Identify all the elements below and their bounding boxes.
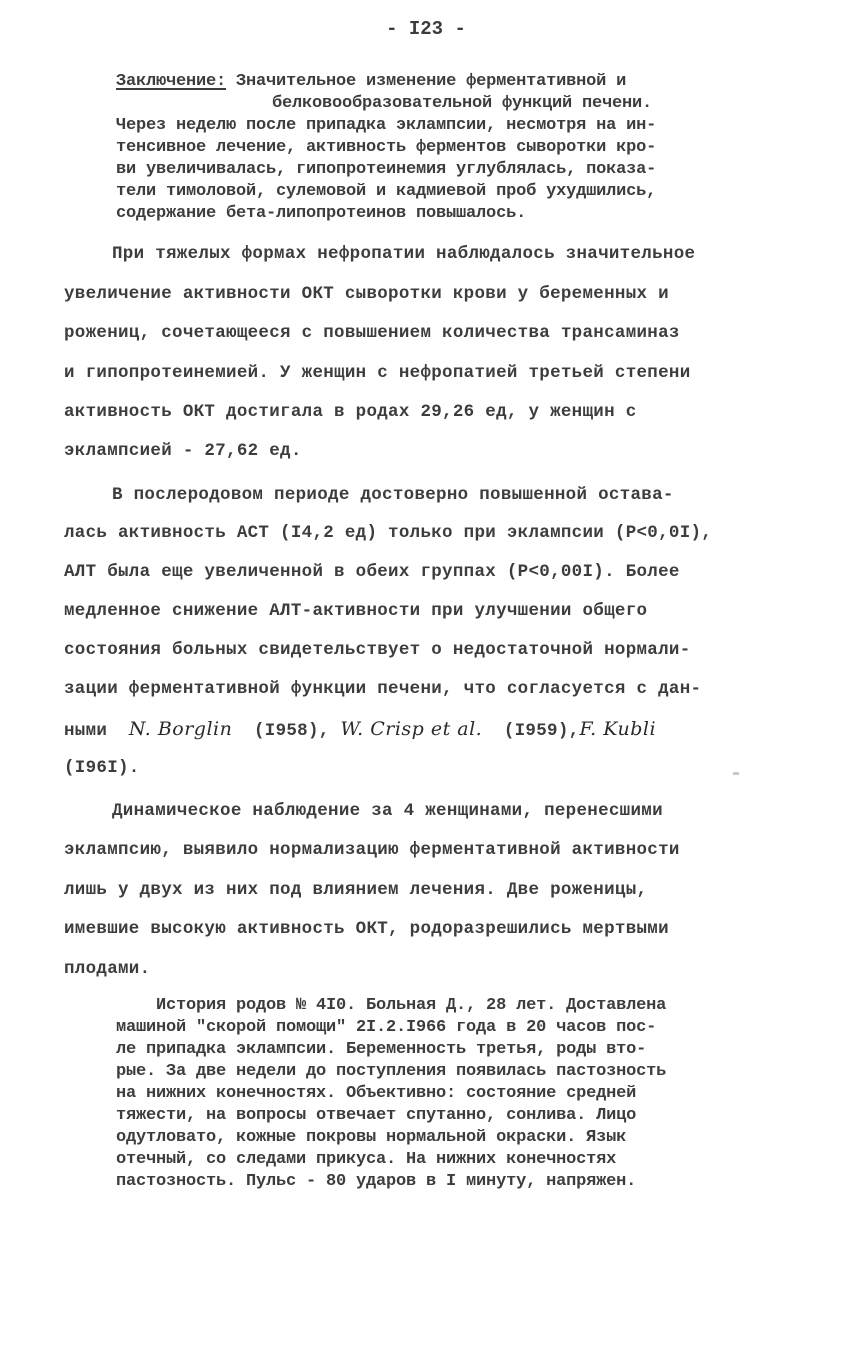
conclusion-line-5: ви увеличивалась, гипопротеинемия углублялась, показа- <box>116 160 657 179</box>
case-line-3: ле припадка эклампсии. Беременность третья, роды вто- <box>116 1040 647 1059</box>
case-line-7: одутловато, кожные покровы нормальной окраски. Язык <box>116 1128 627 1147</box>
conclusion-label: Заключение: <box>116 72 227 91</box>
p3-line-2: эклампсию, выявило нормализацию ферментативной активности <box>64 840 680 860</box>
ref-borglin: N. Borglin <box>128 718 233 740</box>
p2-line-3: АЛТ была еще увеличенной в обеих группах (Р<0,00I). Более <box>64 562 680 582</box>
p1-line-5: активность ОКТ достигала в родах 29,26 ед, у женщин с <box>64 402 637 422</box>
p2-line-6: зации ферментативной функции печени, что согласуется с дан- <box>64 679 702 699</box>
conclusion-line-3: Через неделю после припадка эклампсии, несмотря на ин- <box>116 116 657 135</box>
page-number: - I23 - <box>386 18 466 40</box>
p3-line-3: лишь у двух из них под влиянием лечения. Две роженицы, <box>64 880 648 900</box>
p2-line-1: В послеродовом периоде достоверно повышенной остава- <box>112 485 674 505</box>
case-line-4: рые. За две недели до поступления появилась пастозность <box>116 1062 667 1081</box>
conclusion-text-1: Значительное изменение ферментативной и <box>226 72 627 91</box>
conclusion-line-2: белковообразовательной функций печени. <box>272 94 653 113</box>
p2-refs-line <box>64 718 656 741</box>
scan-speck <box>733 772 739 775</box>
p1-line-3: рожениц, сочетающееся с повышением количества трансаминаз <box>64 323 680 343</box>
ref-borglin-year: (I958), <box>253 721 330 741</box>
p3-line-1: Динамическое наблюдение за 4 женщинами, перенесшими <box>112 801 663 821</box>
case-line-1: История родов № 4I0. Больная Д., 28 лет. Доставлена <box>116 996 667 1015</box>
conclusion-line-1 <box>116 72 626 91</box>
p3-line-4: имевшие высокую активность ОКТ, родоразрешились мертвыми <box>64 919 669 939</box>
case-line-9: пастозность. Пульс - 80 ударов в I минуту, напряжен. <box>116 1172 637 1191</box>
ref-kubli: F. Kubli <box>579 718 657 740</box>
p3-line-5: плодами. <box>64 959 151 979</box>
p2-line-5: состояния больных свидетельствует о недостаточной нормали- <box>64 640 691 660</box>
p1-line-2: увеличение активности ОКТ сыворотки крови у беременных и <box>64 284 669 304</box>
ref-crisp: W. Crisp et al. <box>340 718 483 740</box>
refs-prefix: ными <box>64 721 108 741</box>
p2-line-4: медленное снижение АЛТ-активности при улучшении общего <box>64 601 648 621</box>
conclusion-line-6: тели тимоловой, сулемовой и кадмиевой проб ухудшились, <box>116 182 657 201</box>
p2-last-line: (I96I). <box>64 758 140 778</box>
p1-line-4: и гипопротеинемией. У женщин с нефропатией третьей степени <box>64 363 691 383</box>
conclusion-line-4: тенсивное лечение, активность ферментов сыворотки кро- <box>116 138 657 157</box>
ref-crisp-year: (I959), <box>503 721 580 741</box>
case-line-5: на нижних конечностях. Объективно: состояние средней <box>116 1084 637 1103</box>
case-line-6: тяжести, на вопросы отвечает спутанно, сонлива. Лицо <box>116 1106 637 1125</box>
case-line-8: отечный, со следами прикуса. На нижних конечностях <box>116 1150 617 1169</box>
p1-line-1: При тяжелых формах нефропатии наблюдалось значительное <box>112 244 696 264</box>
conclusion-line-7: содержание бета-липопротеинов повышалось. <box>116 204 527 223</box>
p2-line-2: лась активность АСТ (I4,2 ед) только при эклампсии (Р<0,0I), <box>64 523 713 543</box>
case-line-2: машиной "скорой помощи" 2I.2.I966 года в 20 часов пос- <box>116 1018 657 1037</box>
p1-line-6: эклампсией - 27,62 ед. <box>64 441 302 461</box>
